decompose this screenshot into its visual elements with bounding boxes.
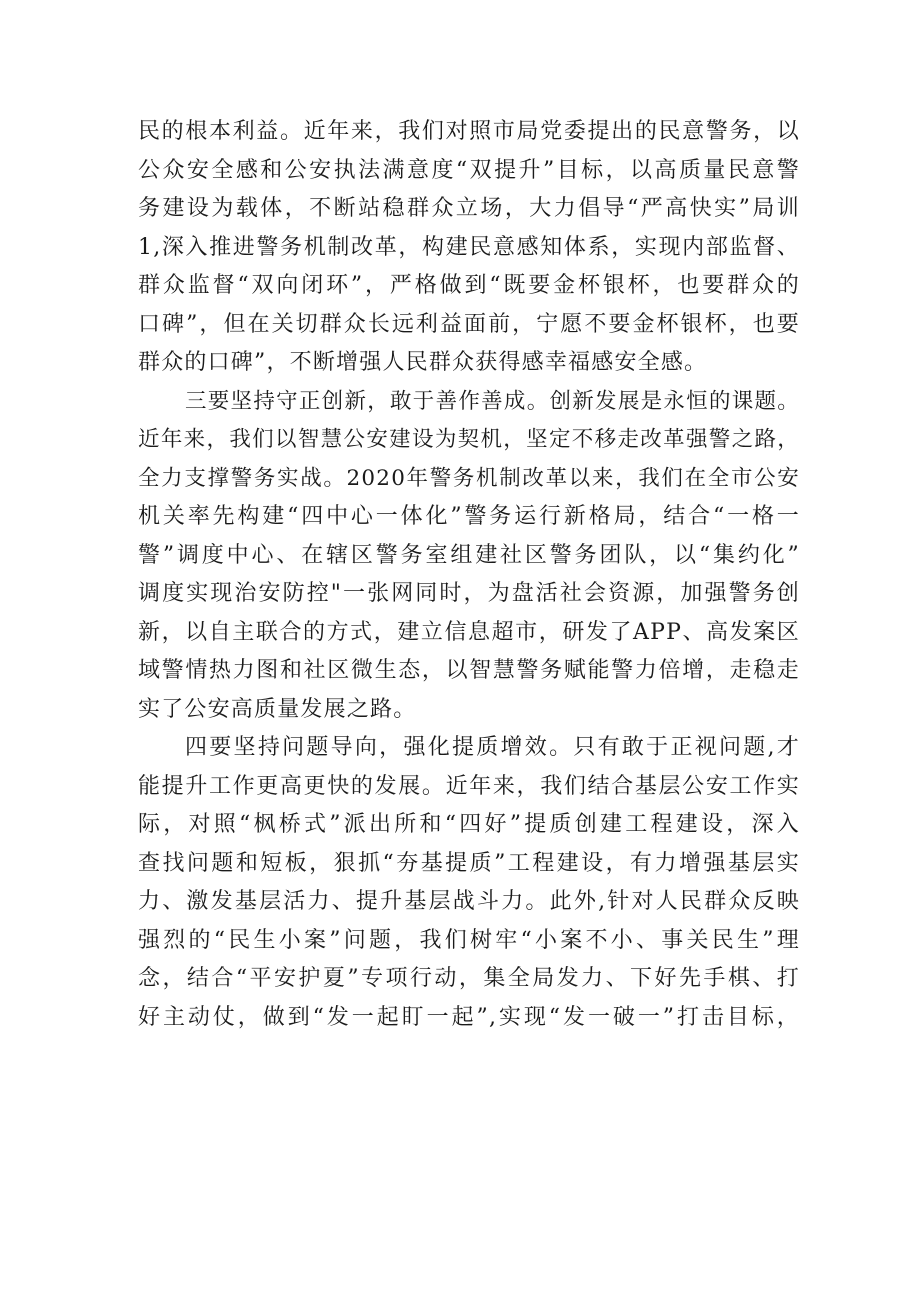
- text-line: 查找问题和短板，狠抓“夯基提质”工程建设，有力增强基层实: [138, 850, 800, 876]
- text-line: 四要坚持问题导向，强化提质增效。只有敢于正视问题,才: [185, 735, 800, 760]
- text-line: 力、激发基层活力、提升基层战斗力。此外,针对人民群众反映: [138, 889, 800, 914]
- paragraph-3: [138, 729, 800, 1037]
- text-line: 口碑”，但在关切群众长远利益面前，宁愿不要金杯银杯，也要: [138, 311, 800, 337]
- text-line: 警”调度中心、在辖区警务室组建社区警务团队，以“集约化”: [138, 542, 800, 568]
- paragraph-1: [138, 113, 800, 383]
- text-line: 1,深入推进警务机制改革，构建民意感知体系，实现内部监督、: [138, 234, 800, 260]
- text-line: 调度实现治安防控"一张网同时，为盘活社会资源，加强警务创: [138, 581, 800, 606]
- text-line: 群众监督“双向闭环”，严格做到“既要金杯银杯，也要群众的: [138, 273, 800, 298]
- text-line: 群众的口碑”，不断增强人民群众获得感幸福感安全感。: [138, 350, 708, 375]
- text-line: 新，以自主联合的方式，建立信息超市，研发了APP、高发案区: [138, 619, 800, 645]
- text-line: 能提升工作更高更快的发展。近年来，我们结合基层公安工作实: [138, 773, 800, 799]
- text-line: 实了公安高质量发展之路。: [138, 696, 417, 722]
- text-line: 际，对照“枫桥式”派出所和“四好”提质创建工程建设，深入: [138, 812, 800, 837]
- text-line: 近年来，我们以智慧公安建设为契机，坚定不移走改革强警之路，: [138, 427, 800, 452]
- text-line: 机关率先构建“四中心一体化”警务运行新格局，结合“一格一: [138, 504, 800, 529]
- text-line: 好主动仗，做到“发一起盯一起”,实现“发一破一”打击目标，: [138, 1004, 800, 1030]
- text-line: 三要坚持守正创新，敢于善作善成。创新发展是永恒的课题。: [185, 388, 800, 414]
- document-body: [138, 113, 800, 1037]
- text-line: 念，结合“平安护夏”专项行动，集全局发力、下好先手棋、打: [138, 966, 800, 991]
- text-line: 公众安全感和公安执法满意度“双提升”目标，以高质量民意警: [138, 157, 800, 183]
- paragraph-2: [138, 383, 800, 730]
- text-line: 域警情热力图和社区微生态，以智慧警务赋能警力倍增，走稳走: [138, 658, 800, 683]
- text-line: 民的根本利益。近年来，我们对照市局党委提出的民意警务，以: [138, 119, 800, 144]
- text-line: 强烈的“民生小案”问题，我们树牢“小案不小、事关民生”理: [138, 927, 800, 953]
- text-line: 全力支撑警务实战。2020年警务机制改革以来，我们在全市公安: [138, 465, 800, 491]
- text-line: 务建设为载体，不断站稳群众立场，大力倡导“严高快实”局训: [138, 196, 800, 221]
